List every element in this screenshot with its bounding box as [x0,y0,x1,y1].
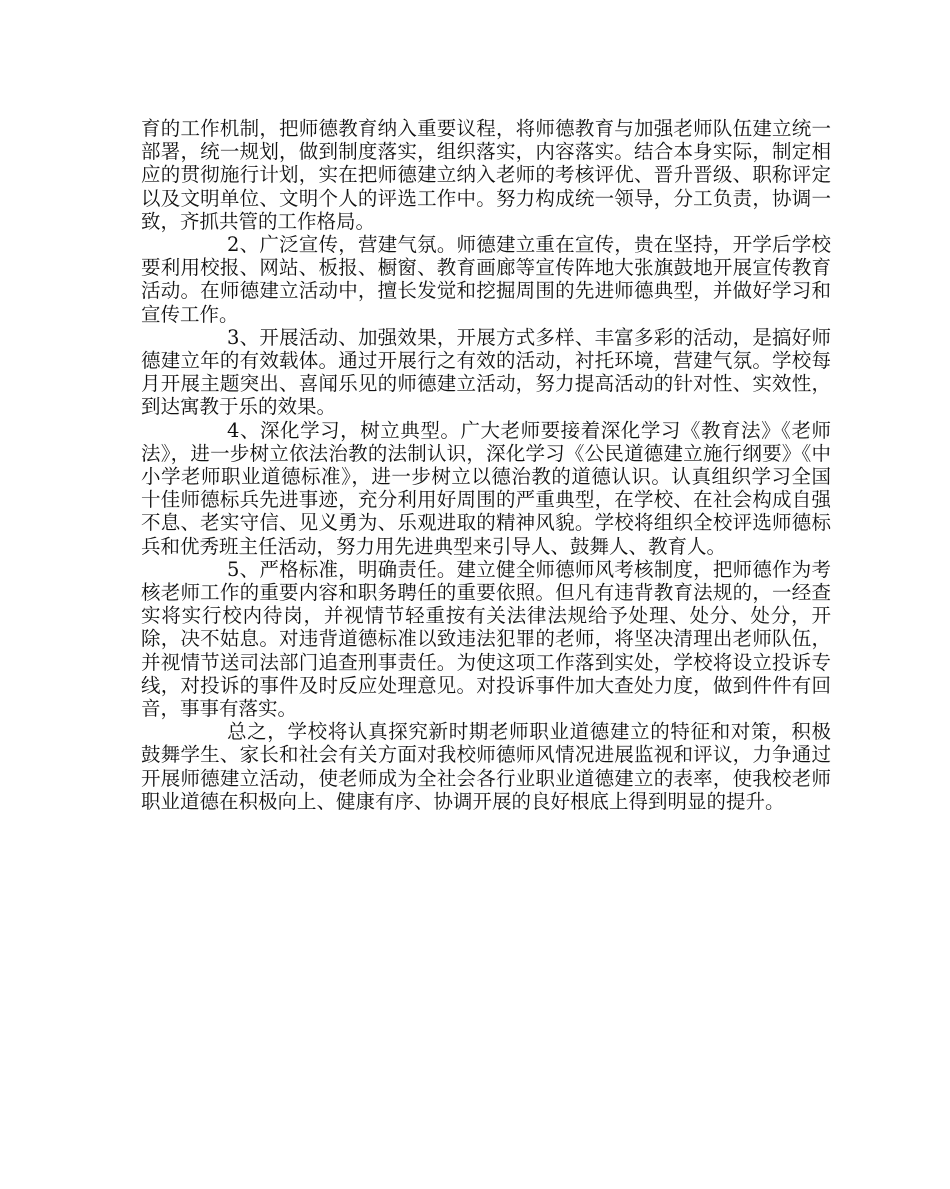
paragraph-study-models: 4、深化学习，树立典型。广大老师要接着深化学习《教育法》《老师法》，进一步树立依法治教的法制认识，深化学习《公民道德建立施行纲要》《中小学老师职业道德标准》，进一步树立以德治教的道德认识。认真组织学习全国十佳师德标兵先进事迹，充分利用好周围的严重典型，在学校、在社会构成自强不息、老实守信、见义勇为、乐观进取的精神风貌。学校将组织全校评选师德标兵和优秀班主任活动，努力用先进典型来引导人、鼓舞人、教育人。 [141,418,831,558]
paragraph-summary: 总之，学校将认真探究新时期老师职业道德建立的特征和对策，积极鼓舞学生、家长和社会有关方面对我校师德师风情况进展监视和评议，力争通过开展师德建立活动，使老师成为全社会各行业职业道德建立的表率，使我校老师职业道德在积极向上、健康有序、协调开展的良好根底上得到明显的提升。 [141,720,831,813]
paragraph-activities: 3、开展活动、加强效果，开展方式多样、丰富多彩的活动，是搞好师德建立年的有效载体。通过开展行之有效的活动，衬托环境，营建气氛。学校每月开展主题突出、喜闻乐见的师德建立活动，努力提高活动的针对性、实效性，到达寓教于乐的效果。 [141,325,831,419]
document-body [141,117,831,813]
paragraph-publicity: 2、广泛宣传，营建气氛。师德建立重在宣传，贵在坚持，开学后学校要利用校报、网站、板报、橱窗、教育画廊等宣传阵地大张旗鼓地开展宣传教育活动。在师德建立活动中，擅长发觉和挖掘周围的先进师德典型，并做好学习和宣传工作。 [141,233,831,326]
paragraph-standards-responsibility: 5、严格标准，明确责任。建立健全师德师风考核制度，把师德作为考核老师工作的重要内容和职务聘任的重要依照。但凡有违背教育法规的，一经查实将实行校内待岗，并视情节轻重按有关法律法规给予处理、处分、处分，开除，决不姑息。对违背道德标准以致违法犯罪的老师，将坚决清理出老师队伍，并视情节送司法部门追查刑事责任。为使这项工作落到实处，学校将设立投诉专线，对投诉的事件及时反应处理意见。对投诉事件加大查处力度，做到件件有回音，事事有落实。 [141,557,831,721]
paragraph-work-mechanism: 育的工作机制，把师德教育纳入重要议程，将师德教育与加强老师队伍建立统一部署，统一规划，做到制度落实，组织落实，内容落实。结合本身实际，制定相应的贯彻施行计划，实在把师德建立纳入老师的考核评优、晋升晋级、职称评定以及文明单位、文明个人的评选工作中。努力构成统一领导，分工负责，协调一致，齐抓共管的工作格局。 [141,117,831,233]
